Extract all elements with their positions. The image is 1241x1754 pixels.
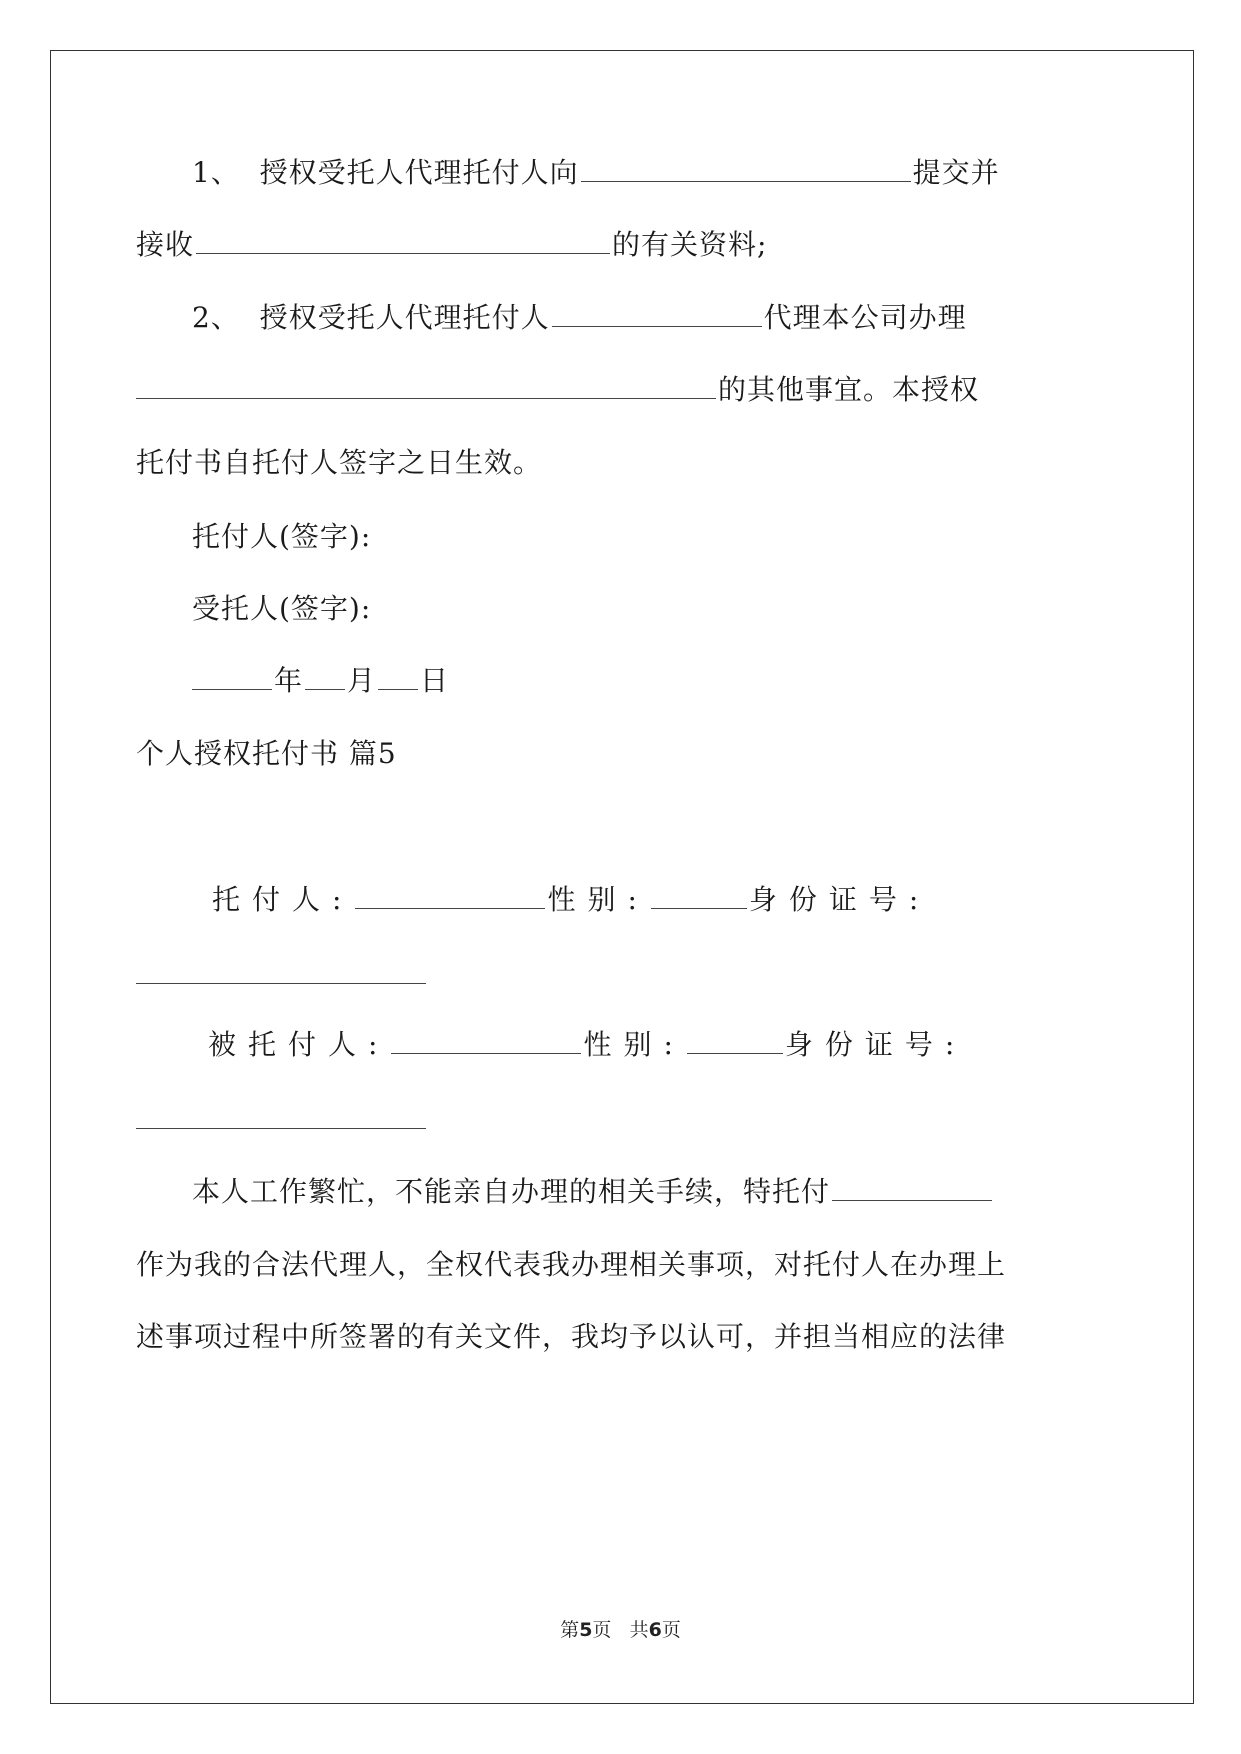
section-heading-text: 个人授权托付书 篇5 [136, 737, 397, 770]
blank-entrustor-id[interactable] [136, 957, 426, 984]
signature-trustee-label: 受托人(签字): [192, 592, 372, 625]
item1-text-b: 提交并 [912, 156, 1000, 189]
page-footer [0, 1615, 1241, 1642]
blank-entrustor-gender[interactable] [651, 882, 747, 909]
blank-day[interactable] [378, 663, 418, 690]
signature-entrustor-label: 托付人(签字): [192, 520, 372, 553]
item1-text-d: 的有关资料; [612, 228, 768, 261]
blank-agent-gender[interactable] [687, 1027, 783, 1054]
blank-month[interactable] [305, 663, 345, 690]
item2-number: 2、 [192, 301, 240, 334]
blank-appointee[interactable] [832, 1174, 992, 1201]
signature-entrustor [192, 517, 371, 557]
item2-text-b: 代理本公司办理 [763, 301, 967, 334]
blank-entrustor-name[interactable] [355, 882, 545, 909]
form-agent-id-line [136, 1100, 428, 1140]
footer-page-number: 5 [579, 1619, 593, 1641]
form-entrustor-id-line [136, 955, 428, 995]
date-year: 年 [274, 664, 304, 697]
item2-text-a: 授权受托人代理托付人 [259, 301, 550, 334]
form-gender-label: 性别: [547, 883, 649, 916]
item1-text-a: 授权受托人代理托付人向 [259, 156, 579, 189]
blank-agent-name[interactable] [391, 1027, 581, 1054]
footer-total-pages: 6 [648, 1619, 662, 1641]
footer-page-suffix: 页 [592, 1619, 612, 1641]
blank-submit-to[interactable] [581, 155, 911, 182]
signature-trustee [192, 589, 371, 629]
body-line2 [136, 1245, 1006, 1285]
blank-agent-id[interactable] [136, 1102, 426, 1129]
item1-line1 [192, 153, 1000, 193]
form-agent-id-label: 身份证号: [784, 1028, 967, 1061]
section-heading [136, 734, 397, 774]
item2-line1 [192, 298, 967, 338]
body-line3 [136, 1317, 1006, 1357]
item1-line2 [136, 225, 767, 265]
footer-total-suffix: 页 [661, 1619, 681, 1641]
item1-text-c: 接收 [136, 228, 195, 261]
form-agent-gender-label: 性别: [583, 1028, 685, 1061]
body-line1-text: 本人工作繁忙，不能亲自办理的相关手续，特托付 [192, 1175, 831, 1208]
footer-prefix: 第 [560, 1619, 580, 1641]
body-line3-text: 述事项过程中所签署的有关文件，我均予以认可，并担当相应的法律 [136, 1320, 1007, 1353]
blank-other-matters[interactable] [136, 372, 716, 399]
item2-line2 [136, 370, 979, 410]
blank-year[interactable] [192, 663, 272, 690]
form-id-label: 身份证号: [748, 883, 931, 916]
body-line1 [192, 1172, 994, 1212]
form-agent-line [208, 1025, 966, 1065]
form-entrustor-line [212, 880, 930, 920]
blank-receive[interactable] [196, 227, 610, 254]
date-line [192, 661, 449, 701]
form-entrustor-label: 托付人: [212, 883, 354, 916]
date-day: 日 [420, 664, 450, 697]
date-month: 月 [347, 664, 377, 697]
body-line2-text: 作为我的合法代理人，全权代表我办理相关事项，对托付人在办理上 [136, 1248, 1007, 1281]
item2-text-d: 托付书自托付人签字之日生效。 [136, 446, 543, 479]
item2-line3 [136, 443, 542, 483]
blank-agent[interactable] [552, 300, 762, 327]
item1-number: 1、 [192, 156, 240, 189]
item2-text-c: 的其他事宜。本授权 [718, 373, 980, 406]
footer-total-prefix: 共 [629, 1619, 649, 1641]
form-agent-label: 被托付人: [208, 1028, 390, 1061]
